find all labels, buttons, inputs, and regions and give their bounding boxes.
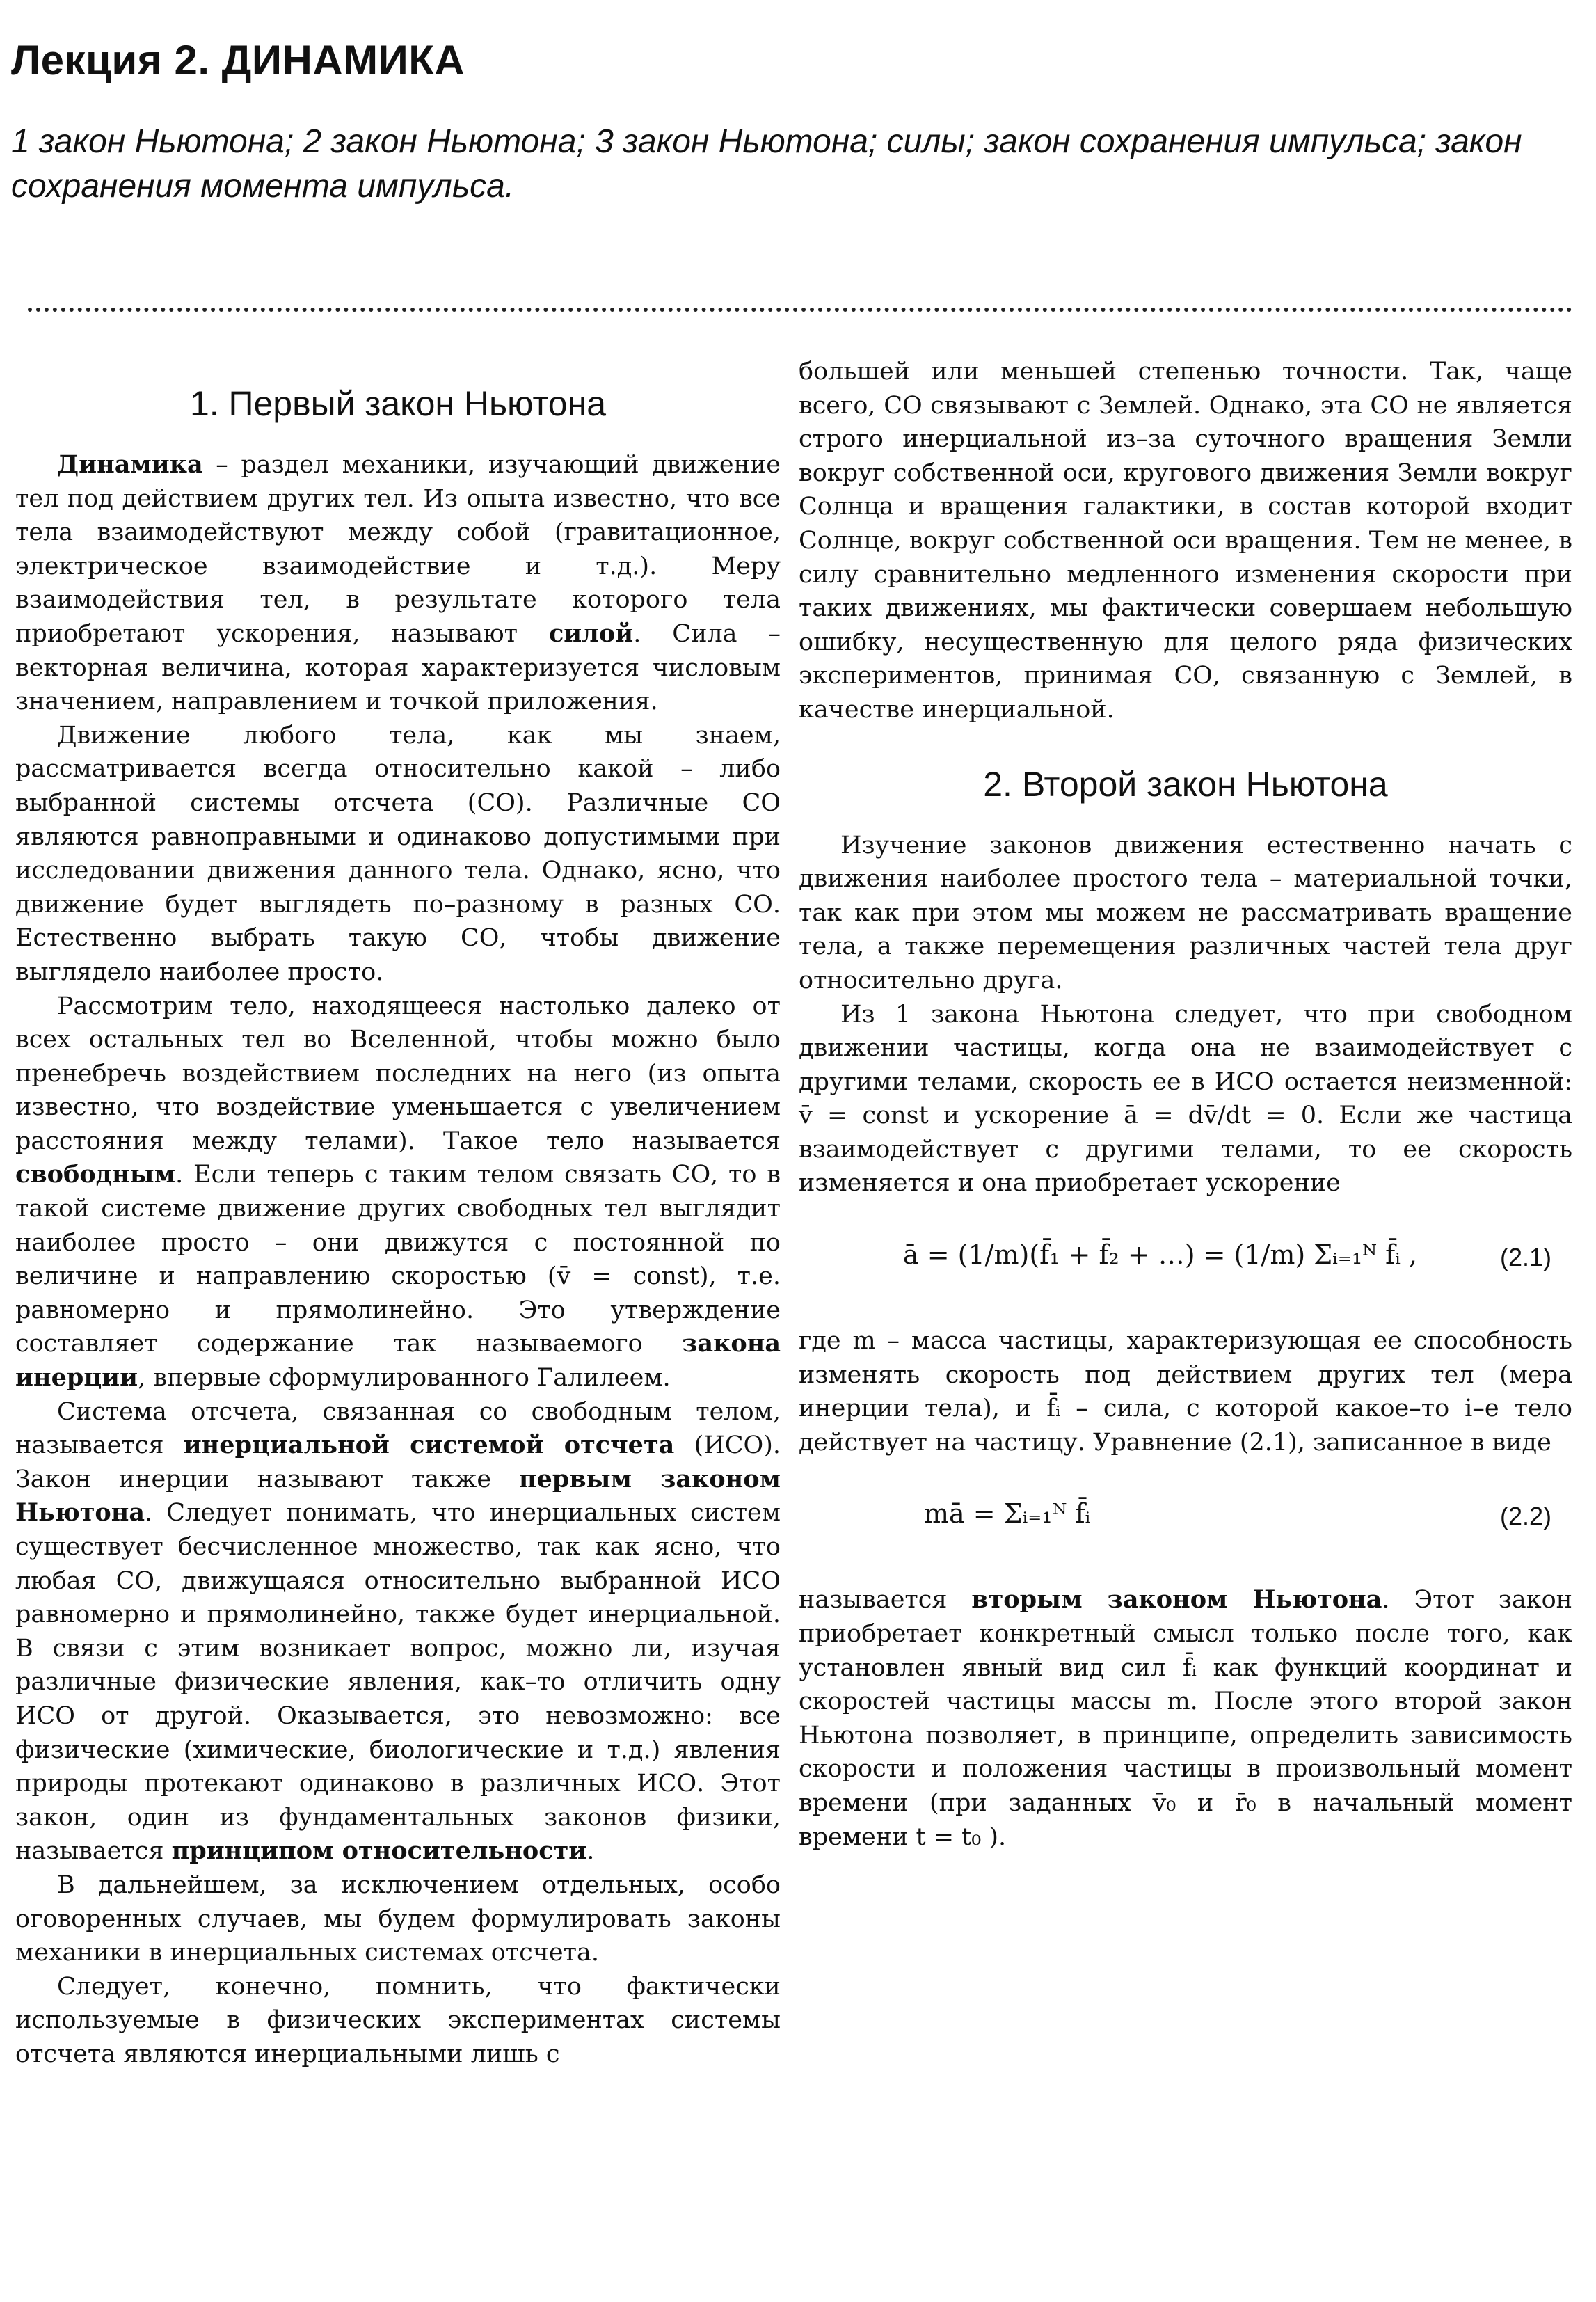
- equation-formula: ā = (1/m)(f̄₁ + f̄₂ + …) = (1/m) Σᵢ₌₁ᴺ f̄ᵢ ,: [903, 1239, 1417, 1271]
- term-force: силой: [548, 619, 634, 648]
- section-heading-first-law: 1. Первый закон Ньютона: [189, 384, 607, 423]
- term-inertia-law: закона инерции: [15, 1329, 781, 1392]
- left-column: [15, 355, 781, 2072]
- text-span: .: [586, 1837, 595, 1866]
- term-inertial-frame: инерциальной системой отсчета: [183, 1431, 675, 1460]
- text-span: – раздел механики, изучающий движение тел под действием других тел. Из опыта известно, что все тела взаимодействуют между собой (гравитационное, электрическое взаимодействие и т.д.). Меру взаимодействия тел, в результате которого тела приобретают ускорения, называют: [15, 451, 781, 648]
- text-span: . Следует понимать, что инерциальных систем существует бесчисленное множество, так как ясно, что любая СО, движущаяся относительно выбранной ИСО равномерно и прямолинейно, также будет инерциальной. В связи с этим возникает вопрос, можно ли, изучая различные физические явления, как–то отличить одну ИСО от другой. Оказывается, это невозможно: все физические (химические, биологические и т.д.) явления природы протекают одинаково в различных ИСО. Этот закон, один из фундаментальных законов физики, называется: [15, 1499, 781, 1866]
- term-first-law: первым законом Ньютона: [15, 1464, 781, 1527]
- paragraph-free-body: [15, 990, 781, 1395]
- paragraph-further: В дальнейшем, за исключением отдельных, особо оговоренных случаев, мы будем формулировать законы механики в инерциальных системах отсчета.: [15, 1871, 781, 1967]
- page-subtitle: 1 закон Ньютона; 2 закон Ньютона; 3 закон Ньютона; силы; закон сохранения импульса; закон сохранения момента импульса.: [11, 123, 1522, 205]
- text-span: (ИСО). Закон инерции называют также: [15, 1431, 781, 1493]
- text-span: . Этот закон приобретает конкретный смысл только после того, как установлен явный вид сил f̄ᵢ как функций координат и скоростей частицы массы m. После этого второй закон Ньютона позволяет, в принципе, определить зависимость скорости и положения частицы в произвольный момент времени (при заданных v̄₀ и r̄₀ в начальный момент времени t = t₀ ).: [799, 1586, 1572, 1851]
- text-span: Рассмотрим тело, находящееся настолько далеко от всех остальных тел во Вселенной, чтобы можно было пренебречь воздействием последних на него (из опыта известно, что воздействие уменьшается с увеличением расстояния между телами). Такое тело называется: [15, 992, 781, 1155]
- paragraph-continuation: большей или меньшей степенью точности. Так, чаще всего, СО связывают с Землей. Однако, эта СО не является строго инерциальной из–за суточного вращения Земли вокруг собственной оси, кругового движения Земли вокруг Солнца и вращения галактики, в состав которой входит Солнце, вокруг собственной оси вращения. Тем не менее, в силу сравнительно медленного изменения скорости при таких движениях, мы фактически совершаем небольшую ошибку, несущественную для целого ряда физических экспериментов, принимая СО, связанную с Землей, в качестве инерциальной.: [799, 358, 1572, 724]
- dotted-divider: [28, 308, 1572, 312]
- paragraph-mass-definition: где m – масса частицы, характеризующая ее способность изменять скорость под действием других тел (мера инерции тела), и f̄ᵢ – сила, с которой какое–то i–е тело действует на частицу. Уравнение (2.1), записанное в виде: [799, 1327, 1572, 1456]
- equation-number: (2.2): [1499, 1502, 1551, 1531]
- paragraph-dynamics-definition: [15, 448, 781, 719]
- text-span: . Если теперь с таким телом связать СО, то в такой системе движение других свободных тел выглядит наиболее просто – они движутся с постоянной по величине и направлению скоростью (v̄ = const), т.е. равномерно и прямолинейно. Это утверждение составляет содержание так называемого: [15, 1161, 781, 1358]
- term-second-law: вторым законом Ньютона: [971, 1585, 1382, 1614]
- text-span: . Сила – векторная величина, которая характеризуется числовым значением, направлением и точкой приложения.: [15, 619, 781, 716]
- page-title: Лекция 2. ДИНАМИКА: [11, 37, 465, 84]
- paragraph-real-frames: Следует, конечно, помнить, что фактически используемые в физических экспериментах системы отсчета являются инерциальными лишь с: [15, 1972, 781, 2068]
- equation-formula: mā = Σᵢ₌₁ᴺ f̄ᵢ: [924, 1498, 1091, 1530]
- paragraph-acceleration: Из 1 закона Ньютона следует, что при свободном движении частицы, когда она не взаимодействует с другими телами, скорость ее в ИСО остается неизменной: v̄ = const и ускорение ā = dv̄/dt = 0. Если же частица взаимодействует с другими телами, то ее скорость изменяется и она приобретает ускорение: [799, 1000, 1572, 1198]
- right-column: [799, 355, 1572, 1854]
- section-heading-second-law: 2. Второй закон Ньютона: [983, 764, 1388, 804]
- paragraph-material-point: Изучение законов движения естественно начать с движения наиболее простого тела – материальной точки, так как при этом мы можем не рассматривать вращение тела, а также перемещения различных частей тела друг относительно друга.: [799, 831, 1572, 994]
- paragraph-inertial-frame: [15, 1395, 781, 1868]
- equation-2-1: [799, 1213, 1572, 1310]
- paragraph-second-law: [799, 1583, 1572, 1854]
- term-free: свободным: [15, 1160, 176, 1189]
- term-relativity-principle: принципом относительности: [171, 1836, 587, 1866]
- text-span: называется: [799, 1586, 972, 1614]
- term-dynamics: Динамика: [57, 450, 203, 479]
- text-span: , впервые сформулированного Галилеем.: [138, 1364, 671, 1392]
- text-span: Система отсчета, связанная со свободным телом, называется: [15, 1397, 781, 1460]
- equation-number: (2.1): [1499, 1243, 1551, 1272]
- equation-2-2: [799, 1472, 1572, 1569]
- paragraph-reference-frames: Движение любого тела, как мы знаем, рассматривается всегда относительно какой – либо выбранной системы отсчета (СО). Различные СО являются равноправными и одинаково допустимыми при исследовании движения данного тела. Однако, ясно, что движение будет выглядеть по–разному в разных СО. Естественно выбрать такую СО, чтобы движение выглядело наиболее просто.: [15, 721, 781, 986]
